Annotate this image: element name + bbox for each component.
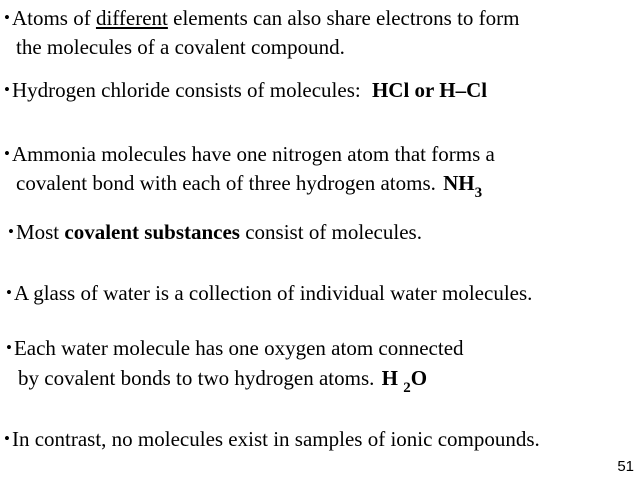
bullet-3-line-2 — [16, 171, 483, 201]
bullet-1-post: elements can also share electrons to form — [167, 6, 520, 30]
bullet-4-post: consist of molecules. — [239, 220, 422, 244]
bullet-6-line-1 — [6, 336, 464, 362]
bullet-6-line-2-text: by covalent bonds to two hydrogen atoms. — [18, 366, 375, 390]
bullet-5-text: A glass of water is a collection of individual water molecules. — [13, 281, 533, 305]
bullet-4-bold: covalent substances — [64, 220, 240, 244]
bullet-icon: • — [6, 283, 12, 302]
bullet-icon: • — [4, 144, 10, 163]
bullet-1-line-2: the molecules of a covalent compound. — [16, 35, 345, 59]
bullet-7 — [4, 427, 540, 453]
bullet-1-line-1 — [4, 6, 520, 32]
ammonia-formula-subscript: 3 — [474, 185, 483, 201]
bullet-4-pre: Most — [15, 220, 65, 244]
bullet-4 — [8, 220, 422, 246]
bullet-1-pre: Atoms of — [11, 6, 96, 30]
bullet-7-text: In contrast, no molecules exist in samples of ionic compounds. — [11, 427, 540, 451]
water-formula-subscript: 2 — [403, 380, 411, 396]
bullet-6-line-2 — [18, 366, 428, 396]
bullet-2-formula: HCl or H–Cl — [371, 78, 488, 102]
bullet-1-underlined: different — [95, 6, 168, 30]
bullet-3-line-1-text: Ammonia molecules have one nitrogen atom that forms a — [11, 142, 495, 166]
ammonia-formula — [443, 171, 483, 201]
bullet-icon: • — [4, 80, 10, 99]
bullet-2-text: Hydrogen chloride consists of molecules: — [11, 78, 361, 102]
bullet-2 — [4, 78, 487, 104]
water-formula — [381, 366, 428, 396]
bullet-icon: • — [8, 222, 14, 241]
ammonia-formula-main: NH — [443, 171, 475, 195]
bullet-icon: • — [6, 338, 12, 357]
bullet-icon: • — [4, 429, 10, 448]
page-number: 51 — [617, 458, 634, 475]
bullet-5 — [6, 281, 532, 307]
water-formula-h: H — [381, 366, 398, 390]
bullet-3-line-2-text: covalent bond with each of three hydrogen atoms. — [16, 171, 436, 195]
water-formula-o: O — [410, 366, 428, 390]
bullet-icon: • — [4, 8, 10, 27]
bullet-3-line-1 — [4, 142, 495, 168]
bullet-6-line-1-text: Each water molecule has one oxygen atom connected — [13, 336, 464, 360]
